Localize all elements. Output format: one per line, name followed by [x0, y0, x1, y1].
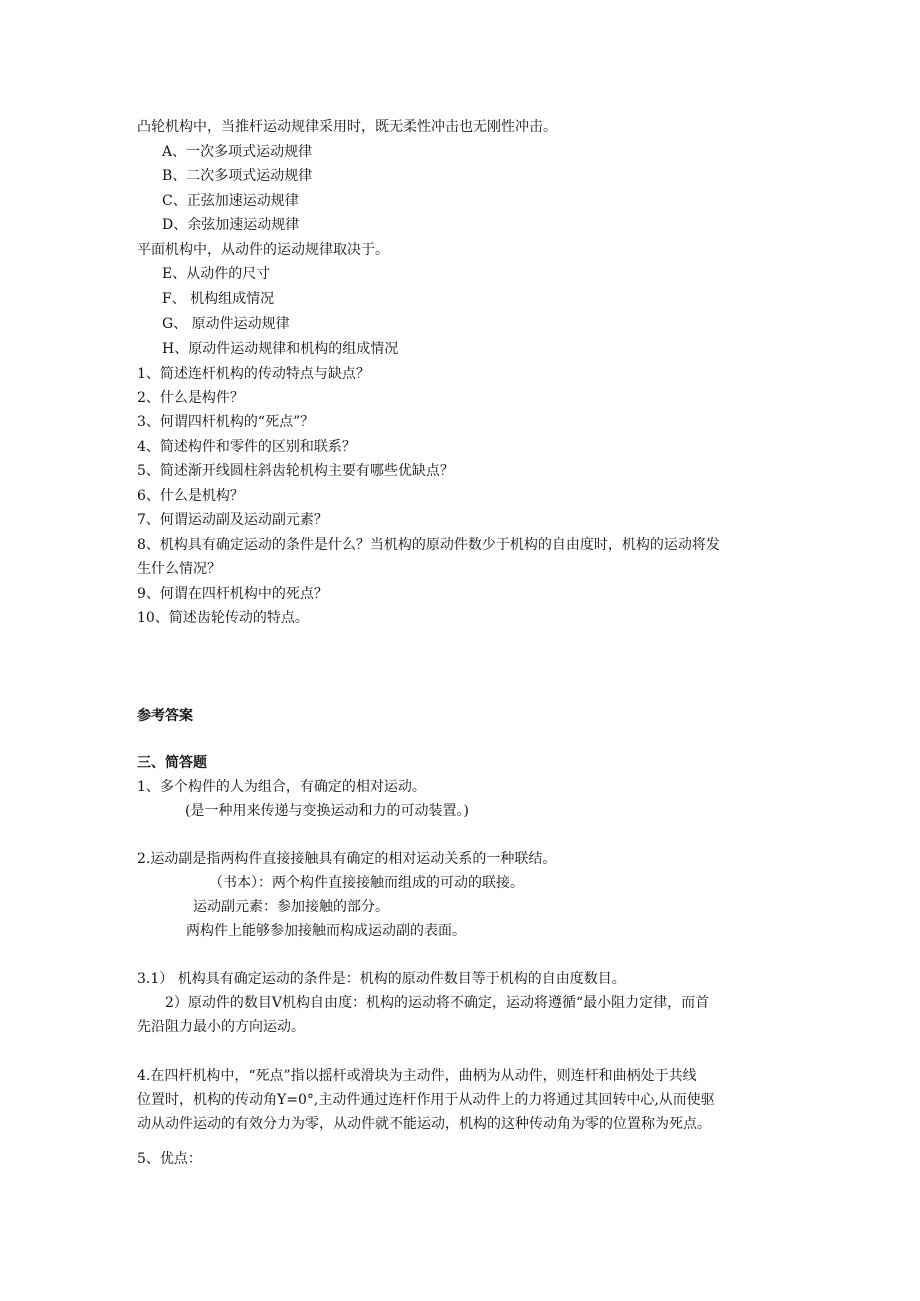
short-question-9: 9、何谓在四杆机构中的死点？	[137, 586, 328, 602]
option-b: B、二次多项式运动规律	[162, 168, 313, 184]
answer-3-line-2: 2）原动件的数目V机构自由度：机构的运动将不确定，运动将遵循“最小阻力定律，而首	[165, 995, 710, 1011]
answer-3-line-1: 3.1） 机构具有确定运动的条件是：机构的原动件数目等于机构的自由度数目。	[137, 971, 626, 987]
answer-5-heading: 5、优点：	[137, 1151, 202, 1167]
short-question-6: 6、什么是机构？	[137, 488, 244, 504]
option-d: D、余弦加速运动规律	[162, 217, 300, 233]
answer-2-line-2: （书本）：两个构件直接接触而组成的可动的联接。	[209, 875, 524, 891]
option-g: G、 原动件运动规律	[162, 316, 290, 332]
short-question-8: 8、机构具有确定运动的条件是什么？当机构的原动件数少于机构的自由度时，机构的运动将发	[137, 537, 720, 553]
short-question-8-cont: 生什么情况？	[137, 561, 221, 577]
option-e: E、从动件的尺寸	[162, 266, 271, 282]
answer-3-line-3: 先沿阻力最小的方向运动。	[137, 1019, 305, 1035]
short-question-3: 3、何谓四杆机构的“死点”？	[137, 414, 315, 430]
option-f: F、 机构组成情况	[162, 291, 275, 307]
answer-4-line-3: 动从动件运动的有效分力为零，从动件就不能运动，机构的这种传动角为零的位置称为死点。	[137, 1116, 711, 1132]
answer-2-line-3: 运动副元素：参加接触的部分。	[193, 899, 389, 915]
answer-4-line-2: 位置时，机构的传动角Y=0°,主动件通过连杆作用于从动件上的力将通过其回转中心,从而使驱	[137, 1092, 715, 1108]
short-question-2: 2、什么是构件？	[137, 390, 244, 406]
question-cam-stem: 凸轮机构中，当推杆运动规律采用时，既无柔性冲击也无刚性冲击。	[137, 119, 557, 135]
answer-2-line-4: 两构件上能够参加接触而构成运动副的表面。	[186, 923, 466, 939]
option-h: H、原动件运动规律和机构的组成情况	[162, 341, 399, 357]
short-question-10: 10、简述齿轮传动的特点。	[137, 610, 309, 626]
short-question-4: 4、简述构件和零件的区别和联系？	[137, 439, 356, 455]
question-planar-stem: 平面机构中，从动件的运动规律取决于。	[137, 242, 389, 258]
answer-1-line-1: 1、多个构件的人为组合，有确定的相对运动。	[137, 779, 426, 795]
answers-section-heading: 三、简答题	[137, 755, 207, 771]
answer-1-line-2: (是一种用来传递与变换运动和力的可动装置。)	[185, 803, 469, 819]
short-question-7: 7、何谓运动副及运动副元素？	[137, 512, 328, 528]
answer-2-line-1: 2.运动副是指两构件直接接触具有确定的相对运动关系的一种联结。	[137, 851, 557, 867]
answers-title: 参考答案	[137, 708, 193, 724]
option-a: A、一次多项式运动规律	[162, 144, 313, 160]
short-question-1: 1、简述连杆机构的传动特点与缺点？	[137, 366, 370, 382]
answer-4-line-1: 4.在四杆机构中，“死点”指以摇杆或滑块为主动件，曲柄为从动件，则连杆和曲柄处于共线	[137, 1068, 697, 1084]
option-c: C、正弦加速运动规律	[162, 193, 299, 209]
short-question-5: 5、简述渐开线圆柱斜齿轮机构主要有哪些优缺点？	[137, 463, 454, 479]
